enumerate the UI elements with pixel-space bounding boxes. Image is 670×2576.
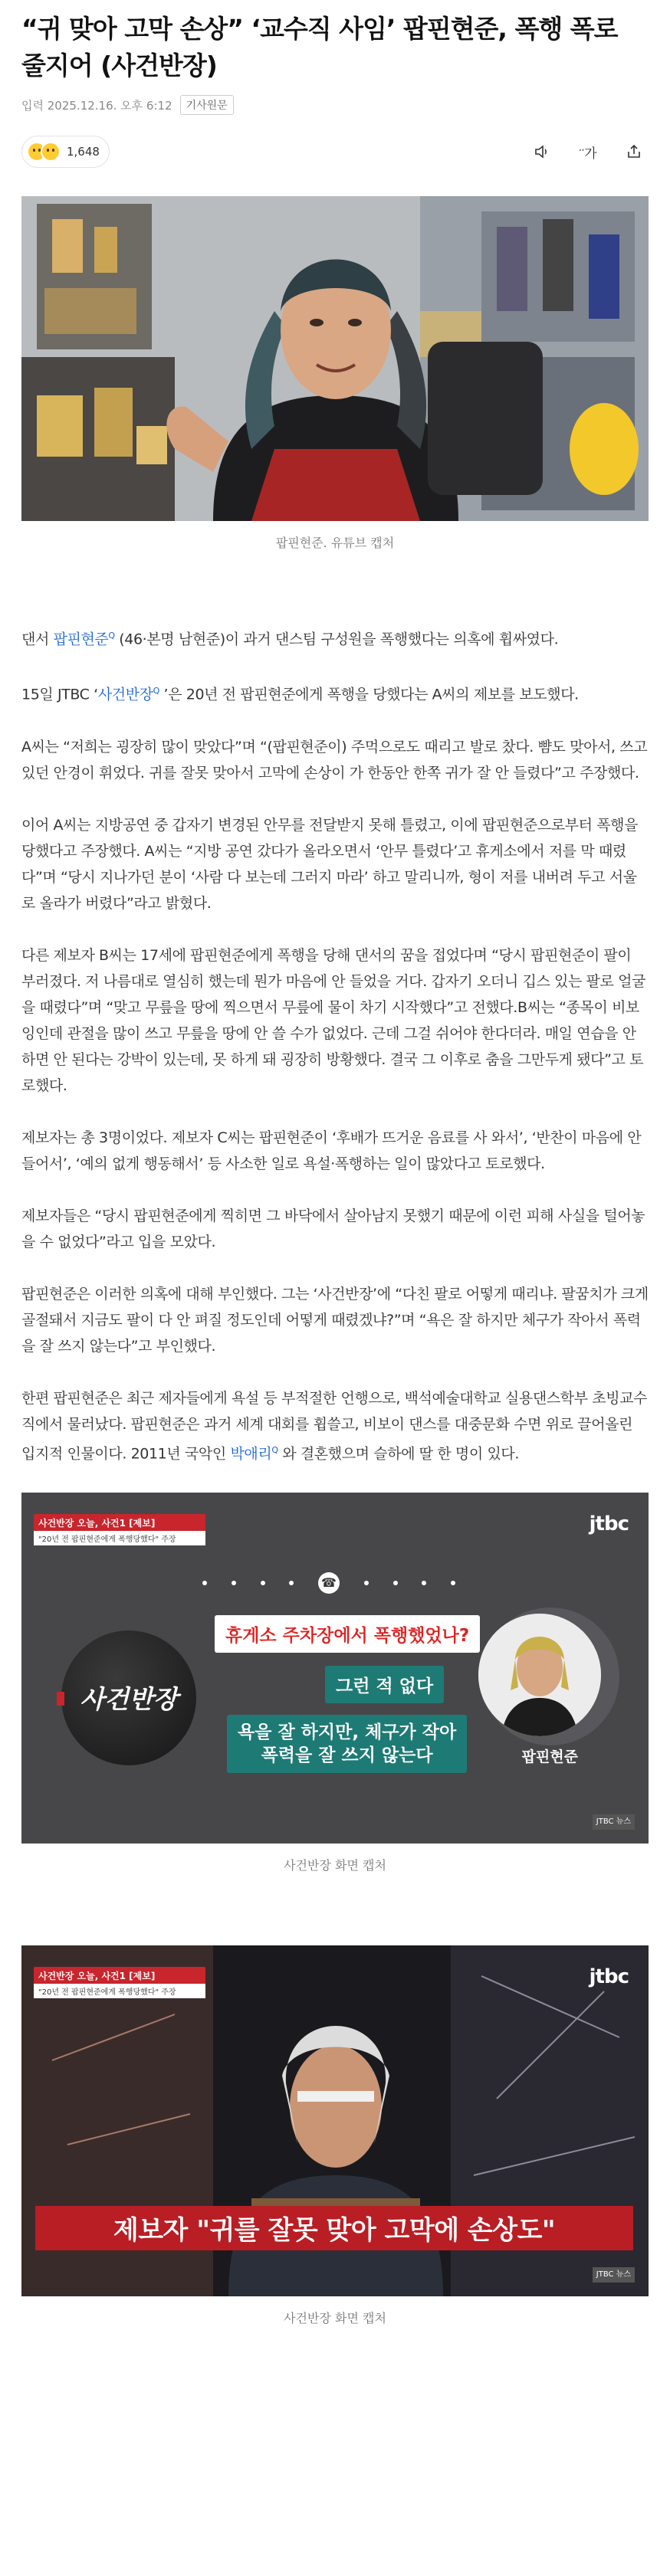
video-capture-1 (21, 1493, 649, 1844)
paragraph: 제보자들은 “당시 팝핀현준에게 찍히면 그 바닥에서 살아남지 못했기 때문에 이런 피해 사실을 털어놓을 수 없었다”라고 입을 모았다. (21, 1207, 645, 1250)
font-size-icon[interactable]: ʻʻ 가 (578, 142, 598, 162)
person-link[interactable]: 박애리 (230, 1444, 272, 1462)
channel-badge: JTBC 뉴스 (593, 2267, 635, 2283)
video-subtitle: 제보자 "귀를 잘못 맞아 고막에 손상도" (35, 2206, 633, 2250)
paragraph: 이어 A씨는 지방공연 중 갑자기 변경된 안무를 전달받지 못해 틀렸고, 이에 팝핀현준으로부터 폭행을 당했다고 주장했다. A씨는 “지방 공연 갔다가 올라오면서 ‘안무 틀렸다’고 휴게소에서 저를 막 때렸다”며 “당시 지나가던 분이 ‘사람 다 보는데 그러지 마라’ 하고 말리니까, 형이 저를 내버려 두고 서울로 올라가 버렸다”라고 밝혔다. (21, 816, 639, 912)
person-link[interactable]: 팝핀현준 (53, 631, 109, 648)
avatar (478, 1614, 601, 1736)
person-name: 팝핀현준 (521, 1748, 578, 1765)
font-size-label: 가 (584, 146, 597, 162)
search-icon[interactable]: Q (271, 1444, 278, 1455)
program-link[interactable]: 사건반장 (97, 686, 153, 703)
article-meta (21, 95, 649, 115)
channel-logo: jtbc (589, 1965, 629, 1988)
program-logo: 사건반장 (61, 1630, 196, 1765)
article-toolbar (21, 135, 649, 169)
article-date: 입력 2025.12.16. 오후 6:12 (21, 98, 172, 113)
paragraph: 댄서 팝핀현준$^Q$ (46·본명 남현준)이 과거 댄스팀 구성원을 폭행했다는 의혹에 휩싸였다. (21, 631, 559, 648)
program-banner-sub: "20년 전 팝핀현준에게 폭행당했다" 주장 (34, 1531, 205, 1545)
answer-bubble: 그런 적 없다 (325, 1666, 444, 1703)
share-icon[interactable] (624, 142, 644, 162)
video-caption: 사건반장 화면 캡처 (284, 1857, 386, 1873)
paragraph: 한편 팝핀현준은 최근 제자들에게 욕설 등 부적절한 언행으로, 백석예술대학교 실용댄스학부 초빙교수직에서 물러났다. 팝핀현준은 과거 세계 대회를 휩쓸고, 비보이 댄스를 대중문화 수면 위로 끌어올린 입지적 인물이다. 2011년 국악인 박애리$^Q$ 와 결혼했으며 슬하에 딸 한 명이 있다. (21, 1389, 648, 1462)
program-banner: 사건반장 오늘, 사건1 [제보] (34, 1514, 205, 1532)
question-bubble: 휴게소 주차장에서 폭행했었나? (215, 1615, 480, 1653)
paragraph: 팝핀현준은 이러한 의혹에 대해 부인했다. 그는 ‘사건반장’에 “다친 팔로 어떻게 때리냐. 팔꿈치가 크게 골절돼서 지금도 팔이 다 안 펴질 정도인데 어떻게 때렸겠냐?”며 “욕은 잘 하지만 체구가 작아서 폭력을 잘 쓰지 않는다”고 부인했다. (21, 1285, 649, 1355)
program-banner: 사건반장 오늘, 사건1 [제보] (34, 1967, 205, 1984)
channel-badge: JTBC 뉴스 (593, 1814, 635, 1830)
toolbar-actions (532, 142, 649, 162)
article-body (21, 623, 649, 1467)
video-caption: 사건반장 화면 캡처 (284, 2310, 386, 2325)
answer-bubble: 욕을 잘 하지만, 체구가 작아 폭력을 잘 쓰지 않는다 (227, 1715, 467, 1773)
search-icon[interactable]: Q (153, 686, 159, 696)
original-article-button[interactable]: 기사원문 (180, 95, 234, 115)
reaction-count: 1,648 (67, 145, 100, 159)
article-title: “귀 맞아 고막 손상” ‘교수직 사임’ 팝핀현준, 폭행 폭로 줄지어 (사건반장) (21, 14, 618, 80)
video-capture-2 (21, 1945, 649, 2296)
paragraph: A씨는 “저희는 굉장히 많이 맞았다”며 “(팝핀현준이) 주먹으로도 때리고 발로 찼다. 뺨도 맞아서, 쓰고 있던 안경이 휘었다. 귀를 잘못 맞아서 고막에 손상이 가 한동안 한쪽 귀가 잘 안 들렸다”고 주장했다. (21, 738, 648, 782)
emoji-icon (41, 142, 61, 162)
search-icon[interactable]: Q (108, 631, 115, 641)
paragraph: 다른 제보자 B씨는 17세에 팝핀현준에게 폭행을 당해 댄서의 꿈을 접었다며 “당시 팝핀현준이 팔이 부러졌다. 저 나름대로 열심히 했는데 뭔가 마음에 안 들었을 거다. 갑자기 오더니 깁스 있는 팔로 얼굴을 때렸다”며 “맞고 무릎을 땅에 찍으면서 무릎에 물이 차기 시작했다”고 전했다.B씨는 “종목이 비보잉인데 관절을 많이 쓰고 무릎을 땅에 안 쓸 수가 없었다. 근데 그걸 쉬어야 한다더라. 매일 연습을 안 하면 안 된다는 강박이 있는데, 못 하게 돼 굉장히 방황했다. 결국 그 이후로 춤을 그만두게 됐다”고 토로했다. (21, 946, 646, 1094)
reaction-button[interactable] (21, 136, 110, 168)
paragraph: 15일 JTBC ‘사건반장$^Q$ ’은 20년 전 팝핀현준에게 폭행을 당했다는 A씨의 제보를 보도했다. (21, 686, 579, 703)
article-photo (21, 196, 649, 521)
call-dots (202, 1575, 455, 1591)
photo-caption: 팝핀현준. 유튜브 캡처 (275, 536, 395, 550)
phone-icon: ☎ (318, 1572, 340, 1594)
channel-logo: jtbc (589, 1512, 629, 1535)
paragraph: 제보자는 총 3명이었다. 제보자 C씨는 팝핀현준이 ‘후배가 뜨거운 음료를 사 와서’, ‘반찬이 마음에 안 들어서’, ‘예의 없게 행동해서’ 등 사소한 일로 욕설·폭행하는 일이 많았다고 토로했다. (21, 1129, 642, 1172)
photo-illustration (21, 196, 649, 521)
speaker-icon[interactable] (532, 142, 552, 162)
program-banner-sub: "20년 전 팝핀현준에게 폭행당했다" 주장 (34, 1984, 205, 1998)
